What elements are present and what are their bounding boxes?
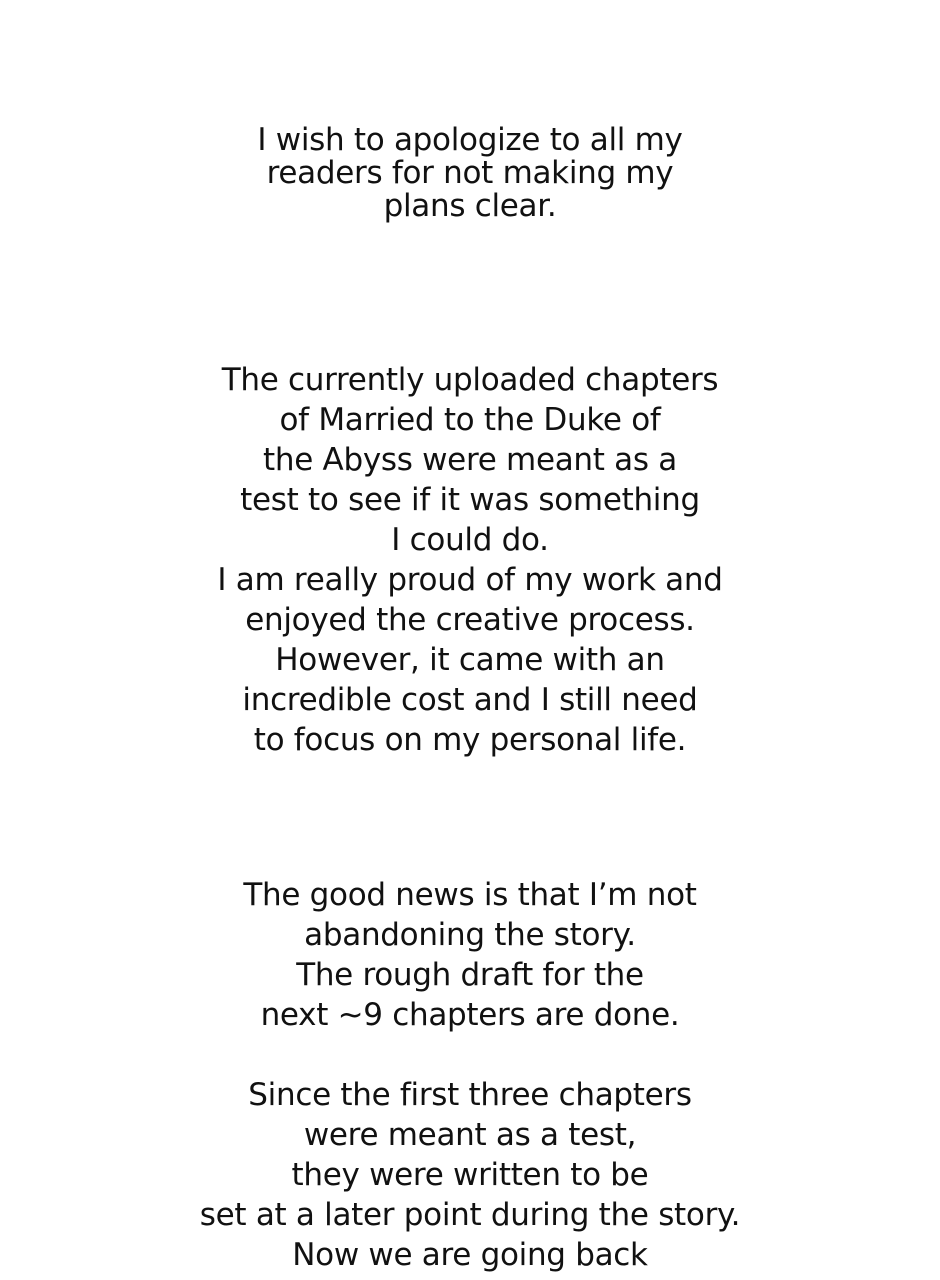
text-line: Since the first three chapters [248,1077,692,1113]
text-line: the Abyss were meant as a [263,442,677,478]
text-line: Now we are going back [292,1237,648,1273]
text-line: incredible cost and I still need [242,682,698,718]
explanation-paragraph [0,360,940,760]
good-news-paragraph [0,875,940,1035]
text-line: The currently uploaded chapters [221,362,719,398]
text-line: abandoning the story. [304,917,636,953]
text-line: The good news is that I’m not [243,877,697,913]
text-line: next ~9 chapters are done. [260,997,680,1033]
text-line: enjoyed the creative process. [245,602,695,638]
text-line: were meant as a test, [303,1117,637,1153]
text-line: I could do. [391,522,549,558]
text-line: I am really proud of my work and [217,562,723,598]
text-line: test to see if it was something [240,482,700,518]
text-line: set at a later point during the story. [199,1197,741,1233]
timeline-paragraph [0,1075,940,1275]
apology-paragraph [0,124,940,223]
text-line: of Married to the Duke of [279,402,661,438]
text-line: plans clear. [383,188,557,224]
text-line: The rough draft for the [296,957,644,993]
text-line: readers for not making my [266,155,674,191]
text-line: they were written to be [291,1157,649,1193]
text-line: However, it came with an [275,642,665,678]
text-line: to focus on my personal life. [253,722,687,758]
text-line: I wish to apologize to all my [257,122,683,158]
